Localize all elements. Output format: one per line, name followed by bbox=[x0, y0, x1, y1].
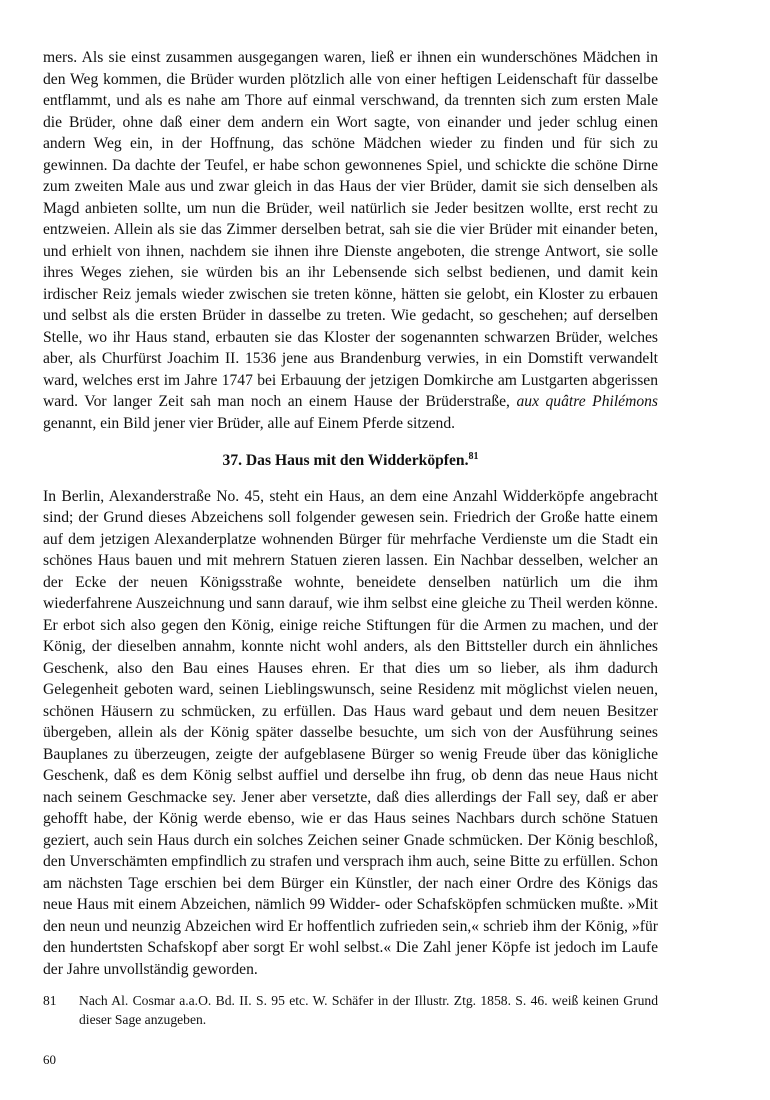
section-heading-text: 37. Das Haus mit den Widderköpfen. bbox=[222, 452, 469, 469]
page-body bbox=[43, 47, 658, 980]
paragraph-1-italic-text: aux quâtre Philémons bbox=[516, 393, 658, 410]
footnote-reference[interactable]: 81 bbox=[468, 450, 479, 462]
footnotes bbox=[43, 991, 658, 1029]
paragraph-1-text: mers. Als sie einst zusammen ausgegangen waren, ließ er ihnen ein wunderschönes Mädchen in den Weg kommen, die Brüder wurden plötzlich alle von einer heftigen Leidenschaft für dasselbe entflammt, und als es nahe am Thore auf einmal verschwand, da trennten sich zum ersten Male die Brüder, ohne daß einer dem andern ein Wort sagte, von einander und jeder schlug einen andern Weg ein, in der Hoffnung, das schöne Mädchen wieder zu finden und für sich zu gewinnen. Da dachte der Teufel, er habe schon gewonnenes Spiel, und schickte die schöne Dirne zum zweiten Male aus und zwar gleich in das Haus der vier Brüder, damit sie sich denselben als Magd anbieten sollte, um nun die Brüder, weil natürlich sie Jeder besitzen wollte, erst recht zu entzweien. Allein als sie das Zimmer derselben betrat, sah sie die vier Brüder mit einander beten, und erhielt von ihnen, nachdem sie ihnen ihre Dienste angeboten, die strenge Antwort, sie solle ihres Weges ziehen, sie würden bis an ihr Lebensende sich selbst bedienen, und damit kein irdischer Reiz jemals wieder zwischen sie treten könne, hätten sie gelobt, ein Kloster zu erbauen und selbst als die ersten Brüder in dasselbe zu treten. Wie gedacht, so geschehen; auf derselben Stelle, wo ihr Haus stand, erbauten sie das Kloster der sogenannten schwarzen Brüder, welches aber, als Churfürst Joachim II. 1536 jene aus Brandenburg verwies, in ein Domstift verwandelt ward, welches erst im Jahre 1747 bei Erbauung der jetzigen Domkirche am Lustgarten abgerissen ward. Vor langer Zeit sah man noch an einem Hause der Brüderstraße, bbox=[43, 49, 658, 410]
footnote-number: 81 bbox=[43, 993, 57, 1008]
footnote bbox=[43, 991, 658, 1029]
paragraph-2: In Berlin, Alexanderstraße No. 45, steht ein Haus, an dem eine Anzahl Widderköpfe angebracht sind; der Grund dieses Abzeichens soll folgender gewesen sein. Friedrich der Große hatte einem auf dem jetzigen Alexanderplatze wohnenden Bürger für mehrfache Verdienste um die Stadt ein schönes Haus bauen und mit mehrern Statuen zieren lassen. Ein Nachbar desselben, welcher an der Ecke der neuen Königsstraße wohnte, beneidete denselben natürlich um die ihm wiederfahrene Auszeichnung und sann darauf, wie ihm selbst eine gleiche zu Theil werden könne. Er erbot sich also gegen den König, einige reiche Stiftungen für die Armen zu machen, und der König, der dieselben annahm, konnte nicht wohl anders, als den Bittsteller durch ein ähnliches Geschenk, also den Bau eines Hauses ehren. Er that dies um so lieber, als ihm dadurch Gelegenheit geboten ward, seinen Lieblingswunsch, seine Residenz mit möglichst vielen neuen, schönen Häusern zu schmücken, zu erfüllen. Das Haus ward gebaut und dem neuen Besitzer übergeben, allein als der König später dasselbe besuchte, um sich von der Ausführung seines Bauplanes zu überzeugen, zeigte der aufgeblasene Bürger so wenig Freude über das königliche Geschenk, daß es dem König selbst auffiel und derselbe ihn frug, ob denn das neue Haus nicht nach seinem Geschmacke sey. Jener aber versetzte, daß dies allerdings der Fall sey, daß er aber gehofft habe, der König werde ebenso, wie er das Haus seines Nachbars durch schöne Statuen geziert, auch sein Haus durch ein solches Zeichen seiner Gnade schmücken. Der König beschloß, den Unverschämten empfindlich zu strafen und versprach ihm auch, seine Bitte zu erfüllen. Schon am nächsten Tage erschien bei dem Bürger ein Künstler, der nach einer Ordre des Königs das neue Haus mit einem Abzeichen, nämlich 99 Widder- oder Schafsköpfen schmücken mußte. »Mit den neun und neunzig Abzeichen wird Er hoffentlich zufrieden sein,« schrieb ihm der König, »für den hundertsten Schafskopf aber sorgt Er wohl selbst.« Die Zahl jener Köpfe ist jedoch im Laufe der Jahre unvollständig geworden. bbox=[43, 487, 658, 978]
section-heading bbox=[43, 450, 658, 472]
page-number: 60 bbox=[43, 1052, 56, 1067]
footnote-text: Nach Al. Cosmar a.a.O. Bd. II. S. 95 etc. W. Schäfer in der Illustr. Ztg. 1858. S. 46. weiß keinen Grund dieser Sage anzugeben. bbox=[79, 993, 658, 1027]
paragraph-1-text-end: genannt, ein Bild jener vier Brüder, alle auf Einem Pferde sitzend. bbox=[43, 414, 456, 432]
paragraph-1 bbox=[43, 47, 658, 434]
